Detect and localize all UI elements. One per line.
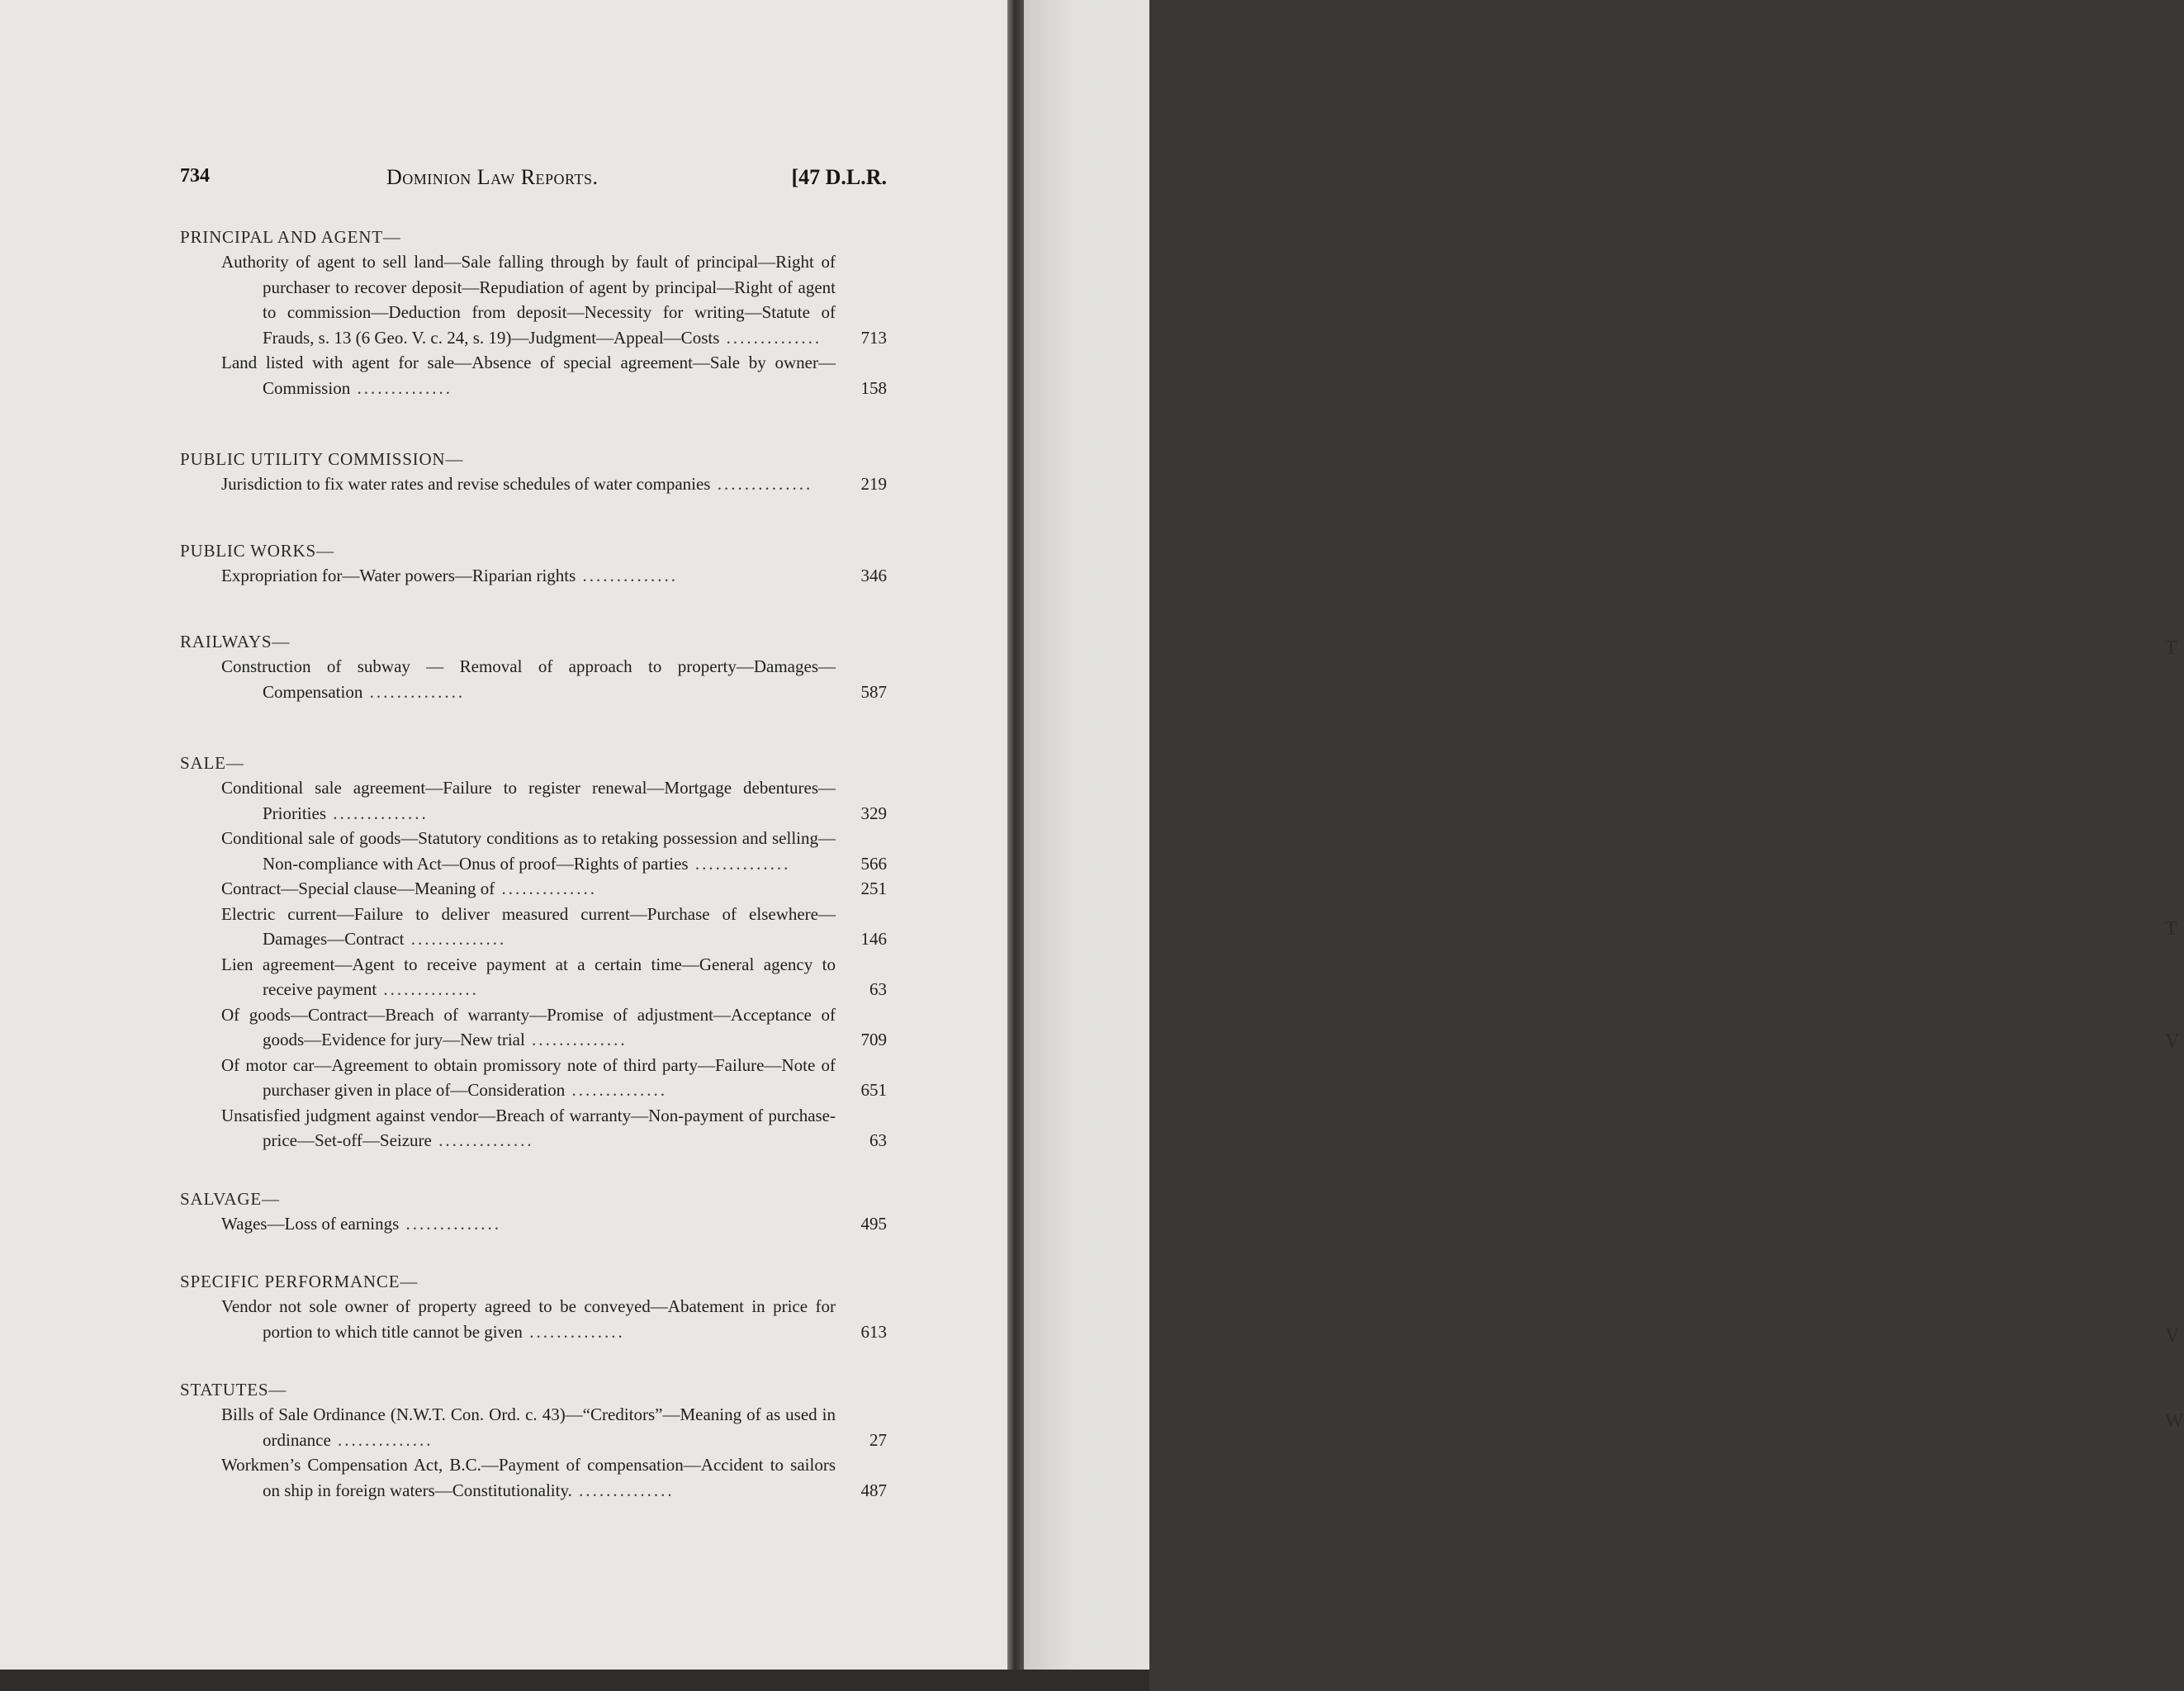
entry-description: Construction of subway — Removal of approach to property—Damages—Compensation [221, 656, 836, 702]
index-section [180, 1269, 887, 1344]
index-entry [180, 952, 887, 1002]
section-heading: PUBLIC WORKS— [180, 540, 334, 561]
index-entry [180, 775, 887, 826]
index-entry [180, 1402, 887, 1452]
dot-leader: .............. [719, 327, 822, 348]
section-heading: SALVAGE— [180, 1188, 280, 1209]
index-entry [180, 1294, 887, 1344]
index-entry [180, 471, 887, 497]
index-entry [180, 826, 887, 876]
index-sections [180, 225, 887, 1503]
index-section [180, 225, 887, 400]
entry-description: Jurisdiction to fix water rates and revise schedules of water companies [221, 474, 711, 494]
index-entry [180, 1452, 887, 1503]
entry-page-number: 219 [860, 474, 887, 494]
entry-description: Bills of Sale Ordinance (N.W.T. Con. Ord. c. 43)—“Creditors”—Meaning of as used in ordinance [221, 1404, 836, 1450]
dot-leader: .............. [495, 879, 597, 898]
entry-text [180, 1103, 887, 1153]
running-head [180, 165, 887, 198]
dot-leader: .............. [362, 681, 466, 702]
index-entry [180, 249, 887, 350]
dot-leader: .............. [565, 1080, 667, 1100]
facing-page-letter: T [2165, 637, 2177, 659]
entry-description: Workmen’s Compensation Act, B.C.—Payment of compensation—Accident to sailors on ship in foreign waters—Constitutionality. [221, 1455, 836, 1500]
index-entry [180, 876, 887, 902]
left-page [0, 0, 1009, 1691]
entry-text [180, 249, 887, 350]
dot-leader: .............. [399, 1213, 502, 1234]
entry-page-number: 566 [860, 853, 887, 874]
section-heading: RAILWAYS— [180, 632, 291, 651]
entry-text [180, 876, 887, 902]
facing-page-letter: W [2165, 1410, 2184, 1432]
index-entry [180, 1053, 887, 1103]
dot-leader: .............. [688, 853, 791, 874]
entry-page-number: 63 [869, 1130, 887, 1150]
running-title: Dominion Law Reports. [386, 165, 599, 189]
index-section [180, 629, 887, 704]
entry-text [180, 563, 887, 589]
index-section [180, 751, 887, 1153]
section-heading: SPECIFIC PERFORMANCE— [180, 1272, 419, 1291]
entry-page-number: 713 [860, 327, 887, 348]
entry-text [180, 1294, 887, 1344]
section-heading: PUBLIC UTILITY COMMISSION— [180, 449, 464, 469]
entry-text [180, 1211, 887, 1237]
dot-leader: .............. [576, 565, 679, 585]
entry-text [180, 1452, 887, 1503]
entry-description: Unsatisfied judgment against vendor—Breach of warranty—Non-payment of purchase-price—Set-off—Seizure [221, 1105, 836, 1150]
entry-text [180, 826, 887, 876]
dot-leader: .............. [571, 1480, 675, 1500]
entry-page-number: 27 [869, 1429, 887, 1450]
entry-description: Land listed with agent for sale—Absence of special agreement—Sale by owner—Commission [221, 353, 836, 398]
dot-leader: .............. [431, 1130, 534, 1150]
entry-text [180, 775, 887, 826]
entry-text [180, 952, 887, 1002]
entry-page-number: 63 [869, 979, 887, 999]
page-number: 734 [180, 165, 210, 187]
index-section [180, 538, 887, 589]
entry-page-number: 346 [860, 565, 887, 585]
facing-page-letter: T [2165, 918, 2177, 940]
dot-leader: .............. [350, 377, 452, 398]
index-section [180, 1377, 887, 1503]
entry-description: Authority of agent to sell land—Sale falling through by fault of principal—Right of purchaser to recover deposit—Repudiation of agent by principal—Right of agent to commission—Deduction from deposit—Necessity for writing—Statute of Frauds, s. 13 (6 Geo. V. c. 24, s. 19)—Judgment—Appeal—Costs [221, 252, 836, 348]
entry-description: Conditional sale of goods—Statutory conditions as to retaking possession and selling—Non-compliance with Act—Onus of proof—Rights of parties [221, 828, 836, 874]
entry-text [180, 1053, 887, 1103]
entry-text [180, 471, 887, 497]
dot-leader: .............. [522, 1321, 625, 1342]
entry-page-number: 587 [860, 681, 887, 702]
index-entry [180, 654, 887, 704]
entry-description: Of motor car—Agreement to obtain promissory note of third party—Failure—Note of purchaser given in place of—Consideration [221, 1054, 836, 1100]
entry-page-number: 613 [860, 1321, 887, 1342]
index-content [180, 165, 887, 1503]
entry-text [180, 902, 887, 952]
entry-description: Vendor not sole owner of property agreed to be conveyed—Abatement in price for portion to which title cannot be given [221, 1296, 836, 1342]
entry-page-number: 146 [860, 929, 887, 949]
index-section [180, 1187, 887, 1237]
index-section [180, 447, 887, 497]
entry-page-number: 487 [860, 1480, 887, 1500]
dot-leader: .............. [710, 474, 813, 494]
entry-text [180, 1402, 887, 1452]
facing-page-letter: V [2165, 1325, 2180, 1347]
entry-description: Lien agreement—Agent to receive payment at a certain time—General agency to receive payment [221, 954, 836, 999]
entry-page-number: 709 [860, 1030, 887, 1049]
section-heading: PRINCIPAL AND AGENT— [180, 227, 401, 247]
entry-description: Electric current—Failure to deliver measured current—Purchase of elsewhere—Damages—Contract [221, 903, 836, 949]
dot-leader: .............. [524, 1030, 628, 1049]
dot-leader: .............. [377, 979, 479, 999]
index-entry [180, 902, 887, 952]
entry-text [180, 1002, 887, 1053]
entry-page-number: 251 [860, 879, 887, 898]
index-entry [180, 350, 887, 400]
entry-page-number: 651 [860, 1080, 887, 1100]
index-entry [180, 1103, 887, 1153]
book-gutter [1007, 0, 1024, 1691]
index-entry [180, 563, 887, 589]
entry-description: Conditional sale agreement—Failure to register renewal—Mortgage debentures—Priorities [221, 778, 836, 823]
entry-description: Wages—Loss of earnings [221, 1213, 400, 1234]
entry-page-number: 158 [860, 377, 887, 398]
entry-description: Of goods—Contract—Breach of warranty—Promise of adjustment—Acceptance of goods—Evidence for jury—New trial [221, 1004, 836, 1049]
section-heading: STATUTES— [180, 1380, 287, 1400]
entry-text [180, 654, 887, 704]
scan-bottom-border [0, 1670, 1149, 1691]
volume-reference: [47 D.L.R. [791, 165, 887, 189]
dot-leader: .............. [404, 929, 507, 949]
entry-page-number: 329 [860, 803, 887, 823]
facing-page-edge [1024, 0, 2184, 1691]
entry-description: Expropriation for—Water powers—Riparian rights [221, 565, 576, 585]
facing-page-letter: V [2165, 1030, 2180, 1052]
index-entry [180, 1002, 887, 1053]
index-entry [180, 1211, 887, 1237]
entry-text [180, 350, 887, 400]
dot-leader: .............. [330, 1429, 433, 1450]
dot-leader: .............. [326, 803, 429, 823]
section-heading: SALE— [180, 753, 244, 773]
entry-description: Contract—Special clause—Meaning of [221, 879, 495, 898]
entry-page-number: 495 [860, 1213, 887, 1234]
